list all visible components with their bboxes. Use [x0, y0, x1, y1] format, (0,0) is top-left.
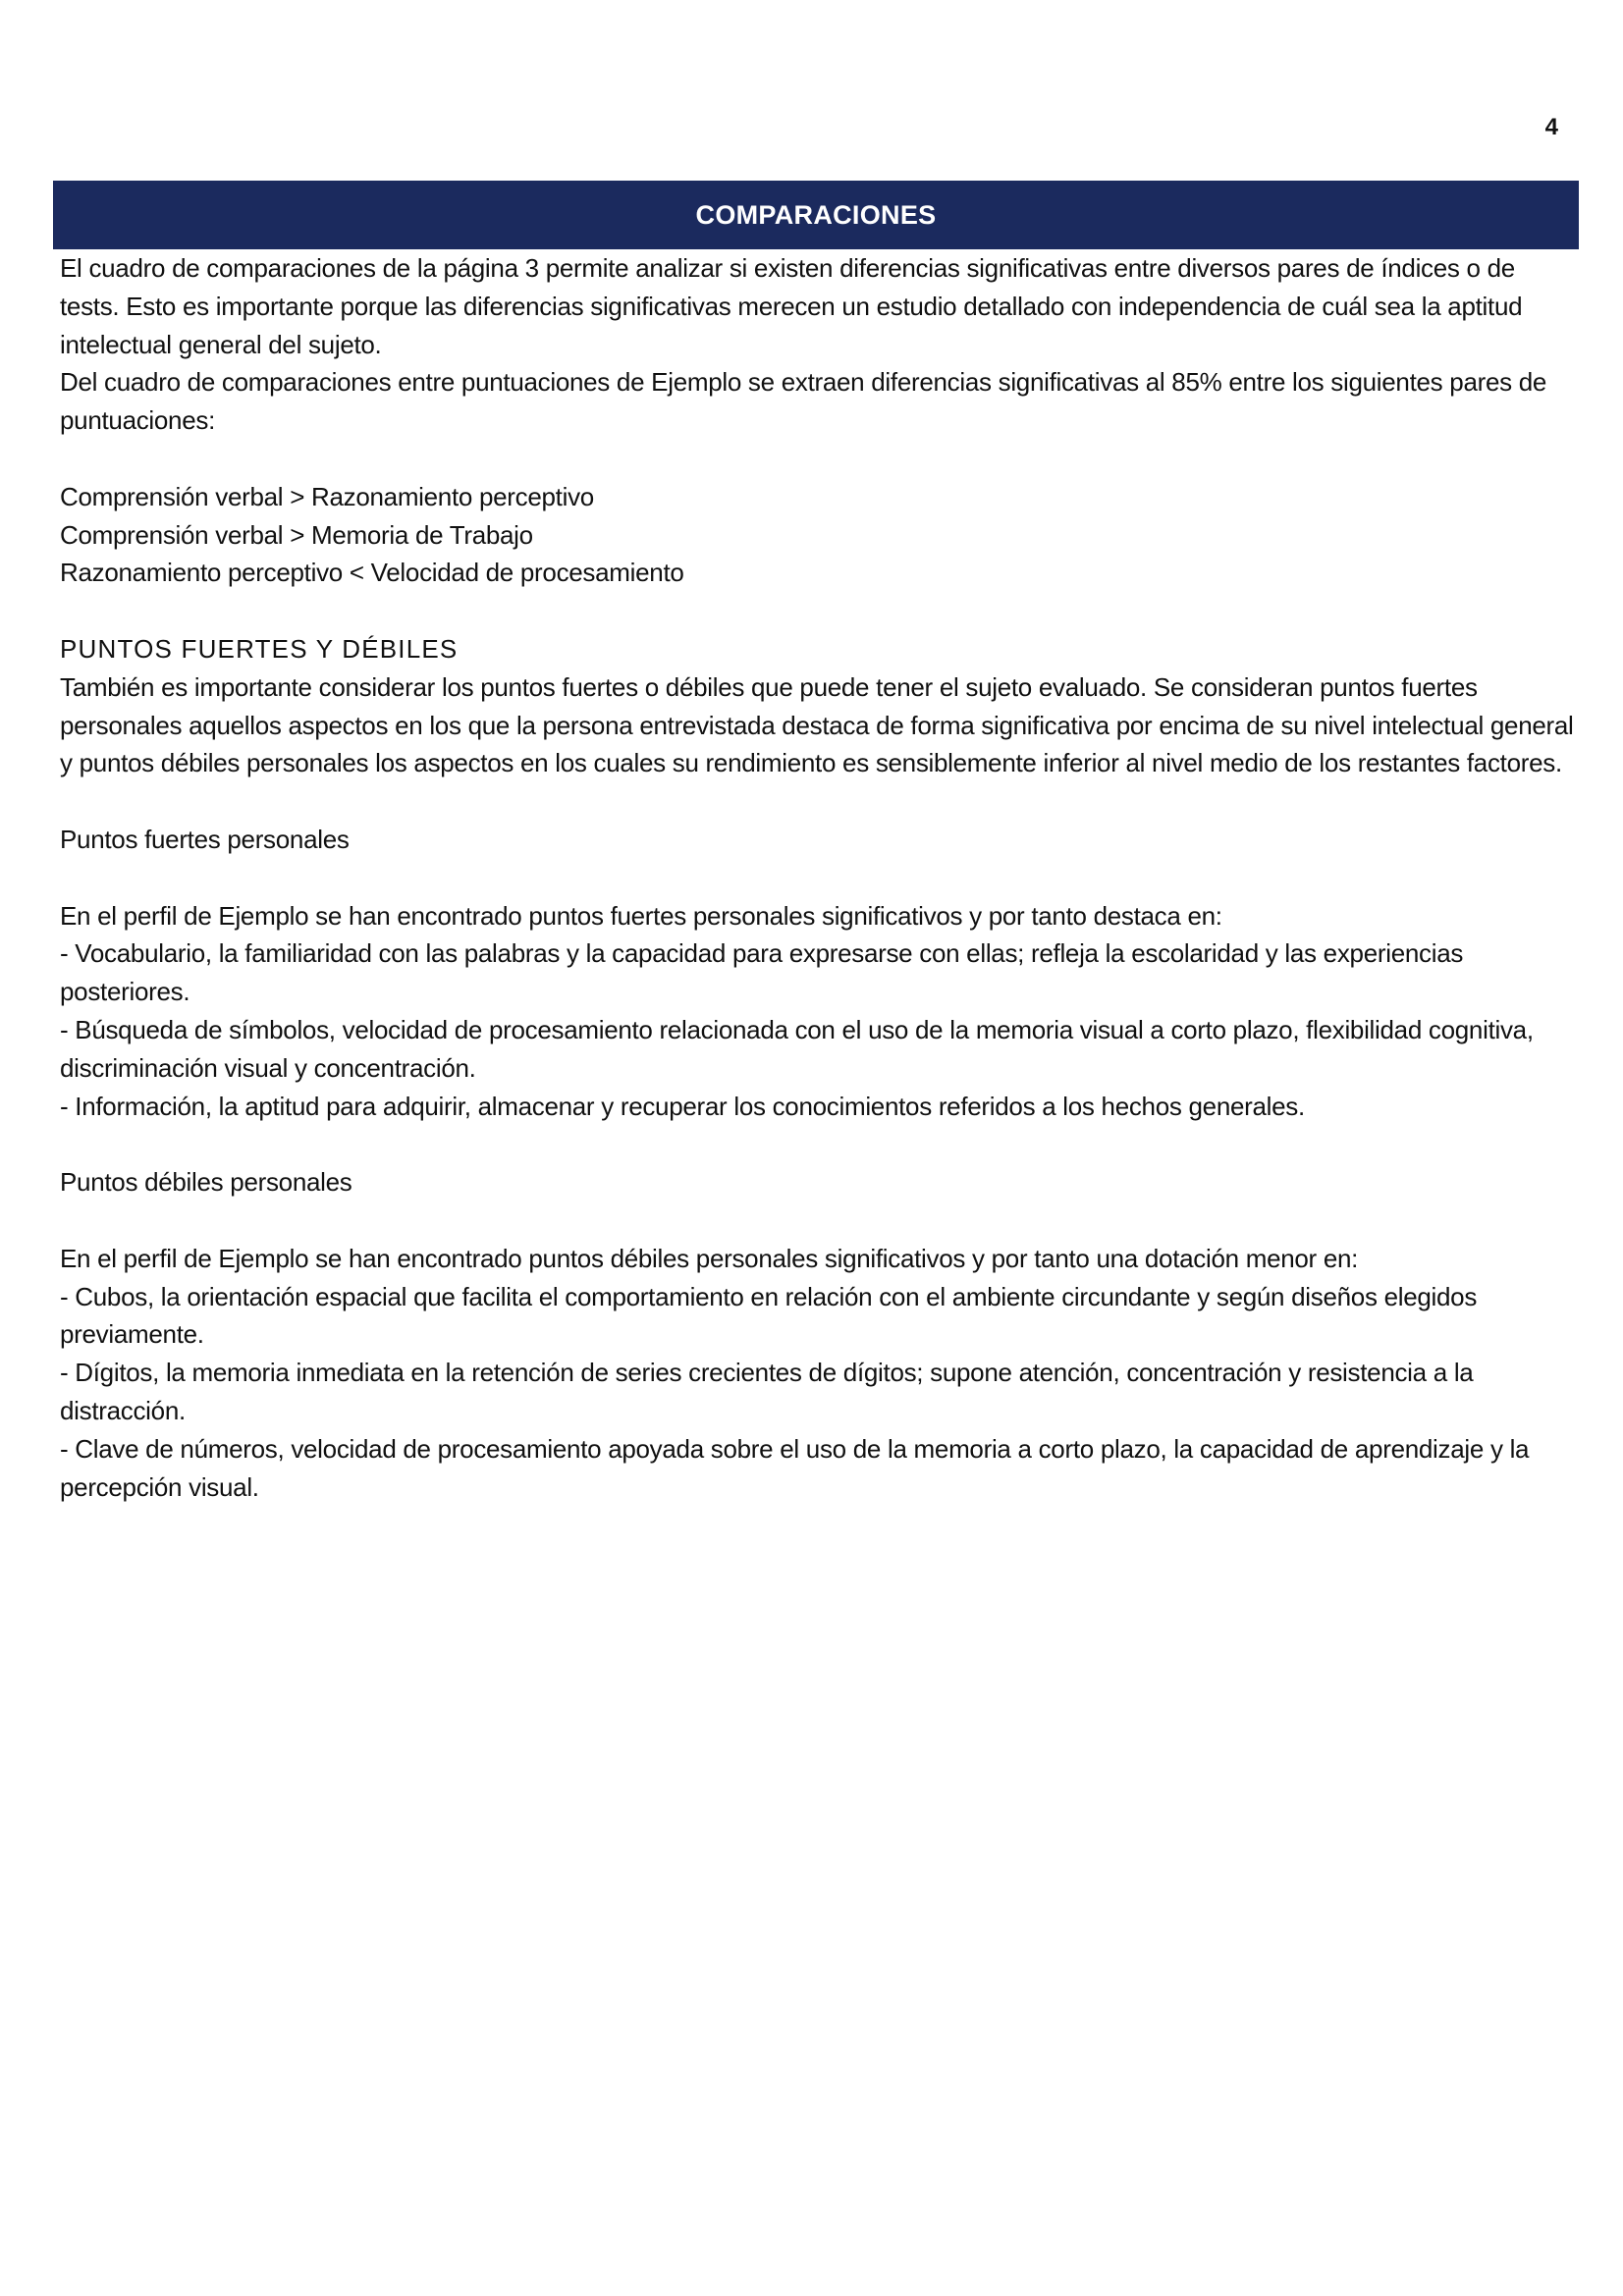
- document-body: [60, 249, 1580, 1506]
- spacer: [60, 1125, 1580, 1163]
- list-item: - Información, la aptitud para adquirir, almacenar y recuperar los conocimientos referidos a los hechos generales.: [60, 1091, 1305, 1121]
- comparison-pair: Razonamiento perceptivo < Velocidad de procesamiento: [60, 558, 684, 588]
- list-item: - Vocabulario, la familiaridad con las palabras y la capacidad para expresarse con ellas; refleja la escolaridad y las experiencias posteriores.: [60, 938, 1464, 1007]
- spacer: [60, 782, 1580, 821]
- page-number: 4: [1544, 114, 1558, 140]
- list-item: - Dígitos, la memoria inmediata en la retención de series crecientes de dígitos; supone atención, concentración y resistencia a la distracción.: [60, 1358, 1474, 1425]
- spacer: [60, 440, 1580, 478]
- section-heading-puntos: PUNTOS FUERTES Y DÉBILES: [60, 633, 459, 664]
- section-header-comparaciones: [53, 181, 1579, 249]
- spacer: [60, 1201, 1580, 1240]
- puntos-fuertes-title: Puntos fuertes personales: [60, 824, 350, 854]
- puntos-fuertes-intro: En el perfil de Ejemplo se han encontrado puntos fuertes personales significativos y por tanto destaca en:: [60, 900, 1222, 931]
- puntos-debiles-title: Puntos débiles personales: [60, 1167, 352, 1198]
- puntos-intro-paragraph: También es importante considerar los puntos fuertes o débiles que puede tener el sujeto evaluado. Se consideran puntos fuertes personales aquellos aspectos en los que la persona entrevistada destaca de forma significativa por encima de su nivel intelectual general y puntos débiles personales los aspectos en los cuales su rendimiento es sensiblemente inferior al nivel medio de los restantes factores.: [60, 671, 1574, 778]
- list-item: - Cubos, la orientación espacial que facilita el comportamiento en relación con el ambiente circundante y según diseños elegidos previamente.: [60, 1281, 1478, 1350]
- spacer: [60, 859, 1580, 897]
- puntos-debiles-intro: En el perfil de Ejemplo se han encontrado puntos débiles personales significativos y por tanto una dotación menor en:: [60, 1243, 1359, 1273]
- comparaciones-paragraph: Del cuadro de comparaciones entre puntuaciones de Ejemplo se extraen diferencias significativas al 85% entre los siguientes pares de puntuaciones:: [60, 367, 1547, 436]
- spacer: [60, 592, 1580, 630]
- list-item: - Búsqueda de símbolos, velocidad de procesamiento relacionada con el uso de la memoria visual a corto plazo, flexibilidad cognitiva, discriminación visual y concentración.: [60, 1014, 1534, 1083]
- comparison-pair: Comprensión verbal > Memoria de Trabajo: [60, 519, 533, 550]
- section-header-title: COMPARACIONES: [695, 199, 937, 230]
- comparison-pair: Comprensión verbal > Razonamiento perceptivo: [60, 481, 594, 511]
- comparaciones-paragraph: El cuadro de comparaciones de la página 3 permite analizar si existen diferencias significativas entre diversos pares de índices o de tests. Esto es importante porque las diferencias significativas merecen un estudio detallado con independencia de cuál sea la aptitud intelectual general del sujeto.: [60, 253, 1523, 359]
- list-item: - Clave de números, velocidad de procesamiento apoyada sobre el uso de la memoria a corto plazo, la capacidad de aprendizaje y la percepción visual.: [60, 1433, 1530, 1502]
